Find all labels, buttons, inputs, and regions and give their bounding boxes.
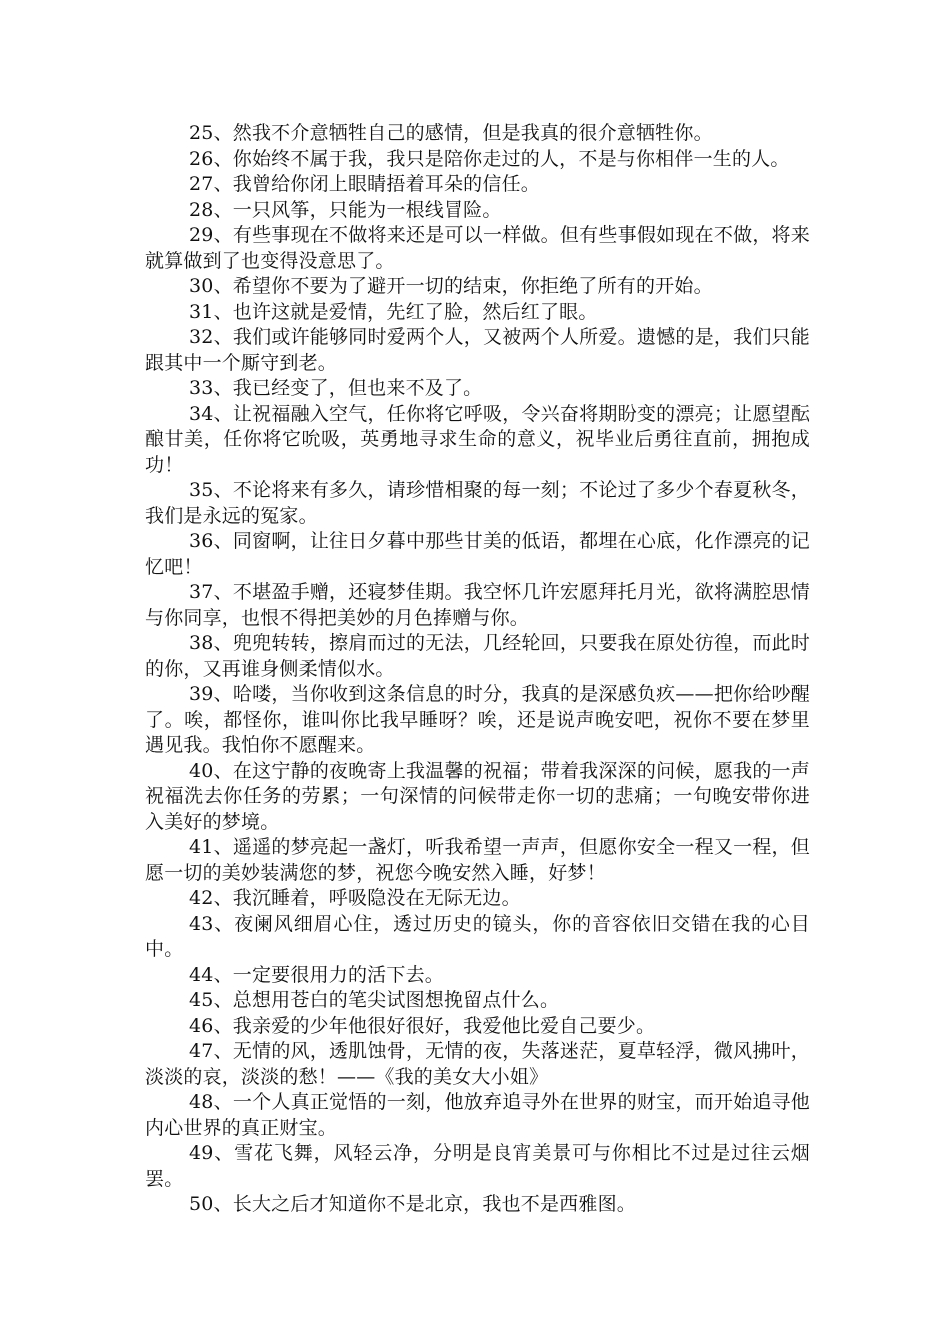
paragraph-45: 45、总想用苍白的笔尖试图想挽留点什么。 <box>189 989 560 1011</box>
paragraph-37: 37、不堪盈手赠，还寝梦佳期。我空怀几许宏愿拜托月光，欲将满腔思情与你同享，也恨不得把美妙的月色捧赠与你。 <box>145 581 810 629</box>
paragraph-35: 35、不论将来有多久，请珍惜相聚的每一刻；不论过了多少个春夏秋冬，我们是永远的冤家。 <box>145 479 810 527</box>
paragraph-49: 49、雪花飞舞，风轻云净，分明是良宵美景可与你相比不过是过往云烟罢。 <box>145 1142 810 1190</box>
paragraph-38: 38、兜兜转转，擦肩而过的无法，几经轮回，只要我在原处彷徨，而此时的你，又再谁身侧柔情似水。 <box>145 632 810 680</box>
paragraph-25: 25、然我不介意牺牲自己的感情，但是我真的很介意牺牲你。 <box>189 122 713 144</box>
paragraph-34: 34、让祝福融入空气，任你将它呼吸，令兴奋将期盼变的漂亮；让愿望酝酿甘美，任你将它吮吸，英勇地寻求生命的意义，祝毕业后勇往直前，拥抱成功！ <box>145 402 810 476</box>
paragraph-44: 44、一定要很用力的活下去。 <box>189 963 444 986</box>
paragraph-31: 31、也许这就是爱情，先红了脸，然后红了眼。 <box>189 300 598 323</box>
paragraph-39: 39、哈喽，当你收到这条信息的时分，我真的是深感负疚——把你给吵醒了。唉，都怪你，谁叫你比我早睡呀？唉，还是说声晚安吧，祝你不要在梦里遇见我。我怕你不愿醒来。 <box>145 683 810 756</box>
paragraph-47: 47、无情的风，透肌蚀骨，无情的夜，失落迷茫，夏草轻浮，微风拂叶，淡淡的哀，淡淡的愁！——《我的美女大小姐》 <box>145 1040 810 1088</box>
paragraph-28: 28、一只风筝，只能为一根线冒险。 <box>189 198 502 221</box>
paragraph-40: 40、在这宁静的夜晚寄上我温馨的祝福；带着我深深的问候，愿我的一声祝福洗去你任务的劳累；一句深情的问候带走你一切的悲痛；一句晚安带你进入美好的梦境。 <box>145 759 810 833</box>
paragraph-41: 41、遥遥的梦亮起一盏灯，听我希望一声声，但愿你安全一程又一程，但愿一切的美妙装满您的梦，祝您今晚安然入睡，好梦！ <box>145 836 810 884</box>
paragraph-48: 48、一个人真正觉悟的一刻，他放弃追寻外在世界的财宝，而开始追寻他内心世界的真正财宝。 <box>145 1091 810 1139</box>
paragraph-33: 33、我已经变了，但也来不及了。 <box>189 377 483 399</box>
paragraph-32: 32、我们或许能够同时爱两个人，又被两个人所爱。遗憾的是，我们只能跟其中一个厮守到老。 <box>145 326 810 374</box>
paragraph-30: 30、希望你不要为了避开一切的结束，你拒绝了所有的开始。 <box>189 275 713 297</box>
paragraph-27: 27、我曾给你闭上眼睛捂着耳朵的信任。 <box>189 173 540 195</box>
paragraph-26: 26、你始终不属于我，我只是陪你走过的人，不是与你相伴一生的人。 <box>189 147 790 170</box>
paragraph-46: 46、我亲爱的少年他很好很好，我爱他比爱自己要少。 <box>189 1014 656 1037</box>
document-body <box>145 121 810 1218</box>
paragraph-42: 42、我沉睡着，呼吸隐没在无际无边。 <box>189 887 521 909</box>
paragraph-50: 50、长大之后才知道你不是北京，我也不是西雅图。 <box>189 1193 636 1215</box>
paragraph-43: 43、夜阑风细眉心住，透过历史的镜头，你的音容依旧交错在我的心目中。 <box>145 912 810 960</box>
paragraph-29: 29、有些事现在不做将来还是可以一样做。但有些事假如现在不做，将来就算做到了也变得没意思了。 <box>145 224 810 272</box>
paragraph-36: 36、同窗啊，让往日夕暮中那些甘美的低语，都埋在心底，化作漂亮的记忆吧！ <box>145 530 810 578</box>
